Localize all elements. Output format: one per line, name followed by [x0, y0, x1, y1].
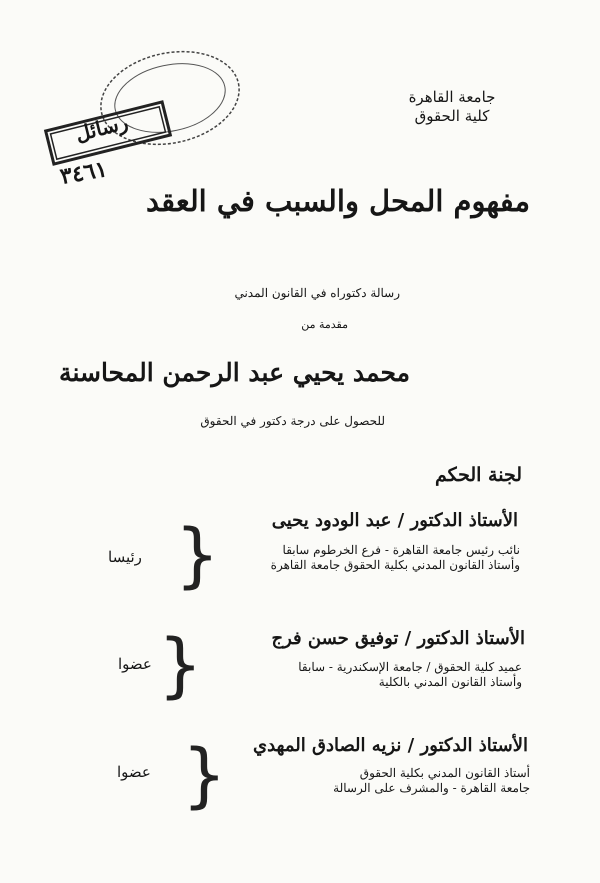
member-detail-line: وأستاذ القانون المدني بكلية الحقوق جامعة القاهرة — [270, 558, 520, 572]
brace-icon: { — [182, 734, 227, 816]
stamp-number: ٣٤٦١ — [58, 156, 110, 190]
author-name: محمد يحيي عبد الرحمن المحاسنة — [59, 358, 410, 387]
brace-icon: { — [175, 514, 220, 596]
committee-member-name: الأستاذ الدكتور / عبد الودود يحيى — [271, 510, 518, 531]
member-detail-line: أستاذ القانون المدني بكلية الحقوق — [359, 766, 530, 780]
thesis-type: رسالة دكتوراه في القانون المدني — [234, 286, 400, 300]
member-detail-line: جامعة القاهرة - والمشرف على الرسالة — [333, 781, 530, 795]
committee-member-name: الأستاذ الدكتور / نزيه الصادق المهدي — [252, 735, 528, 756]
stamp-text: رسائل — [72, 109, 131, 147]
library-stamp — [20, 28, 240, 190]
presented-by: مقدمة من — [301, 318, 348, 331]
committee-member-details — [298, 660, 522, 690]
thesis-title: مفهوم المحل والسبب في العقد — [145, 184, 530, 218]
committee-member-details — [271, 543, 520, 573]
faculty-name: كلية الحقوق — [414, 107, 490, 125]
degree-statement: للحصول على درجة دكتور في الحقوق — [200, 414, 385, 428]
member-detail-line: عميد كلية الحقوق / جامعة الإسكندرية - سابقا — [298, 660, 522, 674]
member-role: عضوا — [118, 655, 152, 673]
stamp-graphic — [20, 28, 240, 178]
university-name: جامعة القاهرة — [408, 88, 496, 106]
committee-member-name: الأستاذ الدكتور / توفيق حسن فرج — [271, 628, 525, 649]
brace-icon: { — [158, 624, 203, 706]
member-detail-line: وأستاذ القانون المدني بالكلية — [378, 675, 522, 689]
member-role: عضوا — [117, 763, 151, 781]
committee-heading: لجنة الحكم — [434, 464, 522, 486]
university-header — [382, 88, 522, 126]
member-role: رئيسا — [108, 548, 142, 566]
committee-member-details — [333, 766, 530, 796]
member-detail-line: نائب رئيس جامعة القاهرة - فرع الخرطوم سابقا — [282, 543, 520, 557]
